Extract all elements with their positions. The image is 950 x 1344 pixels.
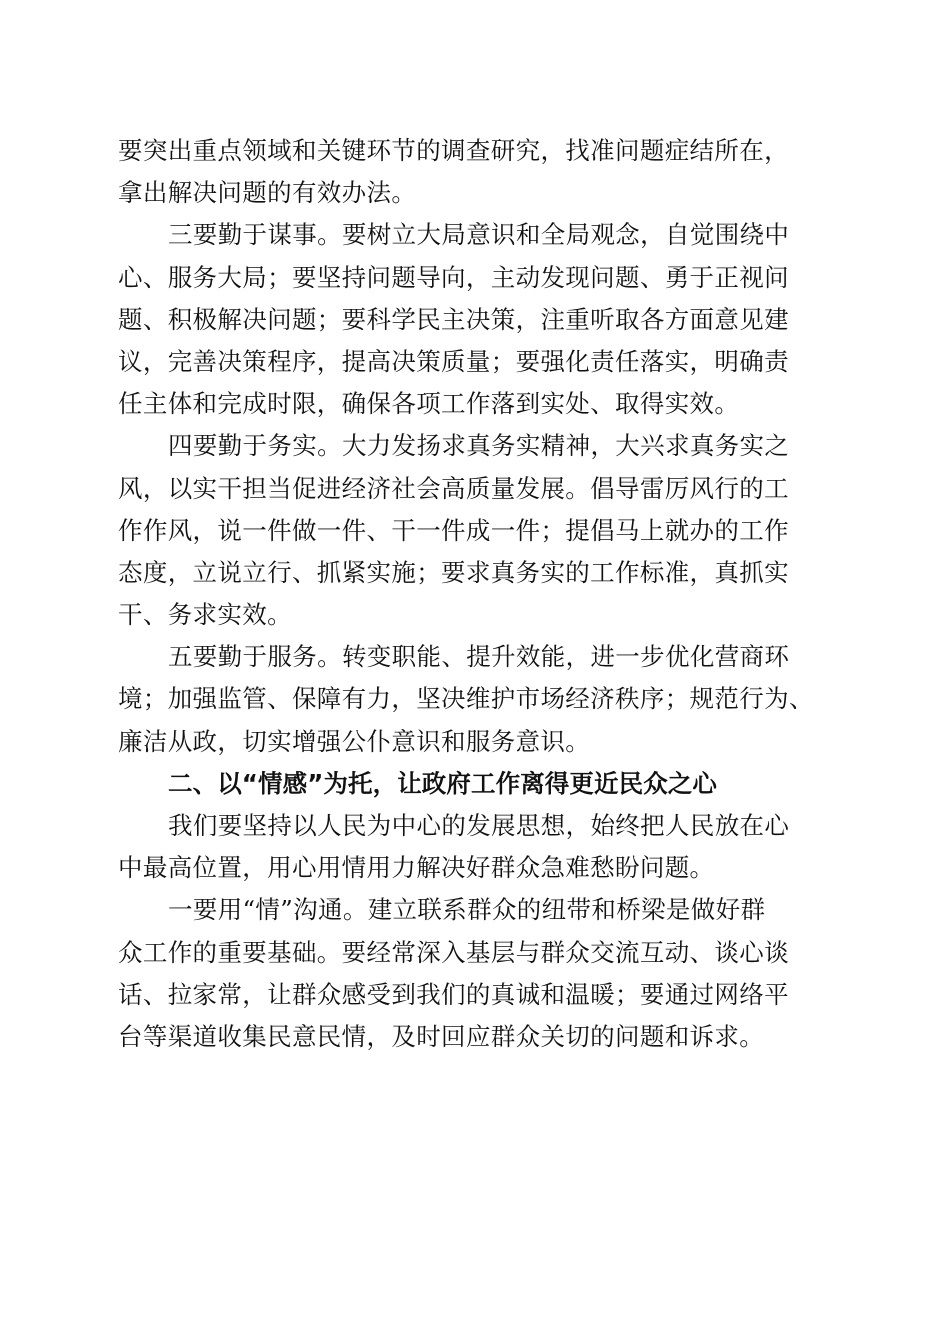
text-line: 任主体和完成时限，确保各项工作落到实处、取得实效。 [118,389,740,419]
text-line: 议，完善决策程序，提高决策质量；要强化责任落实，明确责 [118,346,789,376]
paragraph-item-5 [118,636,830,763]
text-line: 拿出解决问题的有效办法。 [118,178,417,208]
text-line: 干、务求实效。 [118,600,292,630]
text-line: 三要勤于谋事。要树立大局意识和全局观念，自觉围绕中 [168,220,790,250]
text-line: 境；加强监管、保障有力，坚决维护市场经济秩序；规范行为、 [118,684,814,714]
text-line: 题、积极解决问题；要科学民主决策，注重听取各方面意见建 [118,304,789,334]
paragraph-item-3 [118,214,830,425]
text-line: 要突出重点领域和关键环节的调查研究，找准问题症结所在， [118,136,789,165]
text-line: 中最高位置，用心用情用力解决好群众急难愁盼问题。 [118,853,715,883]
section-heading [118,763,830,805]
text-line: 台等渠道收集民意民情，及时回应群众关切的问题和诉求。 [118,1021,765,1051]
document-page [118,130,830,1058]
text-line: 话、拉家常，让群众感受到我们的真诚和温暖；要通过网络平 [118,979,789,1009]
text-line: 态度，立说立行、抓紧实施；要求真务实的工作标准，真抓实 [118,557,789,587]
text-line: 一要用“情”沟通。建立联系群众的纽带和桥梁是做好群 [168,895,766,925]
text-line: 作作风，说一件做一件、干一件成一件；提倡马上就办的工作 [118,515,789,545]
text-line: 众工作的重要基础。要经常深入基层与群众交流互动、谈心谈 [118,937,789,967]
paragraph-item-1 [118,889,830,1058]
paragraph-continuation [118,130,830,214]
text-line: 五要勤于服务。转变职能、提升效能，进一步优化营商环 [168,642,790,672]
text-line: 风，以实干担当促进经济社会高质量发展。倡导雷厉风行的工 [118,473,789,503]
paragraph-intro [118,805,830,889]
text-line: 我们要坚持以人民为中心的发展思想，始终把人民放在心 [168,811,790,840]
text-line: 廉洁从政，切实增强公仆意识和服务意识。 [118,726,591,756]
text-line: 心、服务大局；要坚持问题导向，主动发现问题、勇于正视问 [118,262,789,292]
text-line: 四要勤于务实。大力发扬求真务实精神，大兴求真务实之 [168,431,790,461]
paragraph-item-4 [118,425,830,636]
section-heading-text: 二、以“情感”为托，让政府工作离得更近民众之心 [168,768,718,798]
